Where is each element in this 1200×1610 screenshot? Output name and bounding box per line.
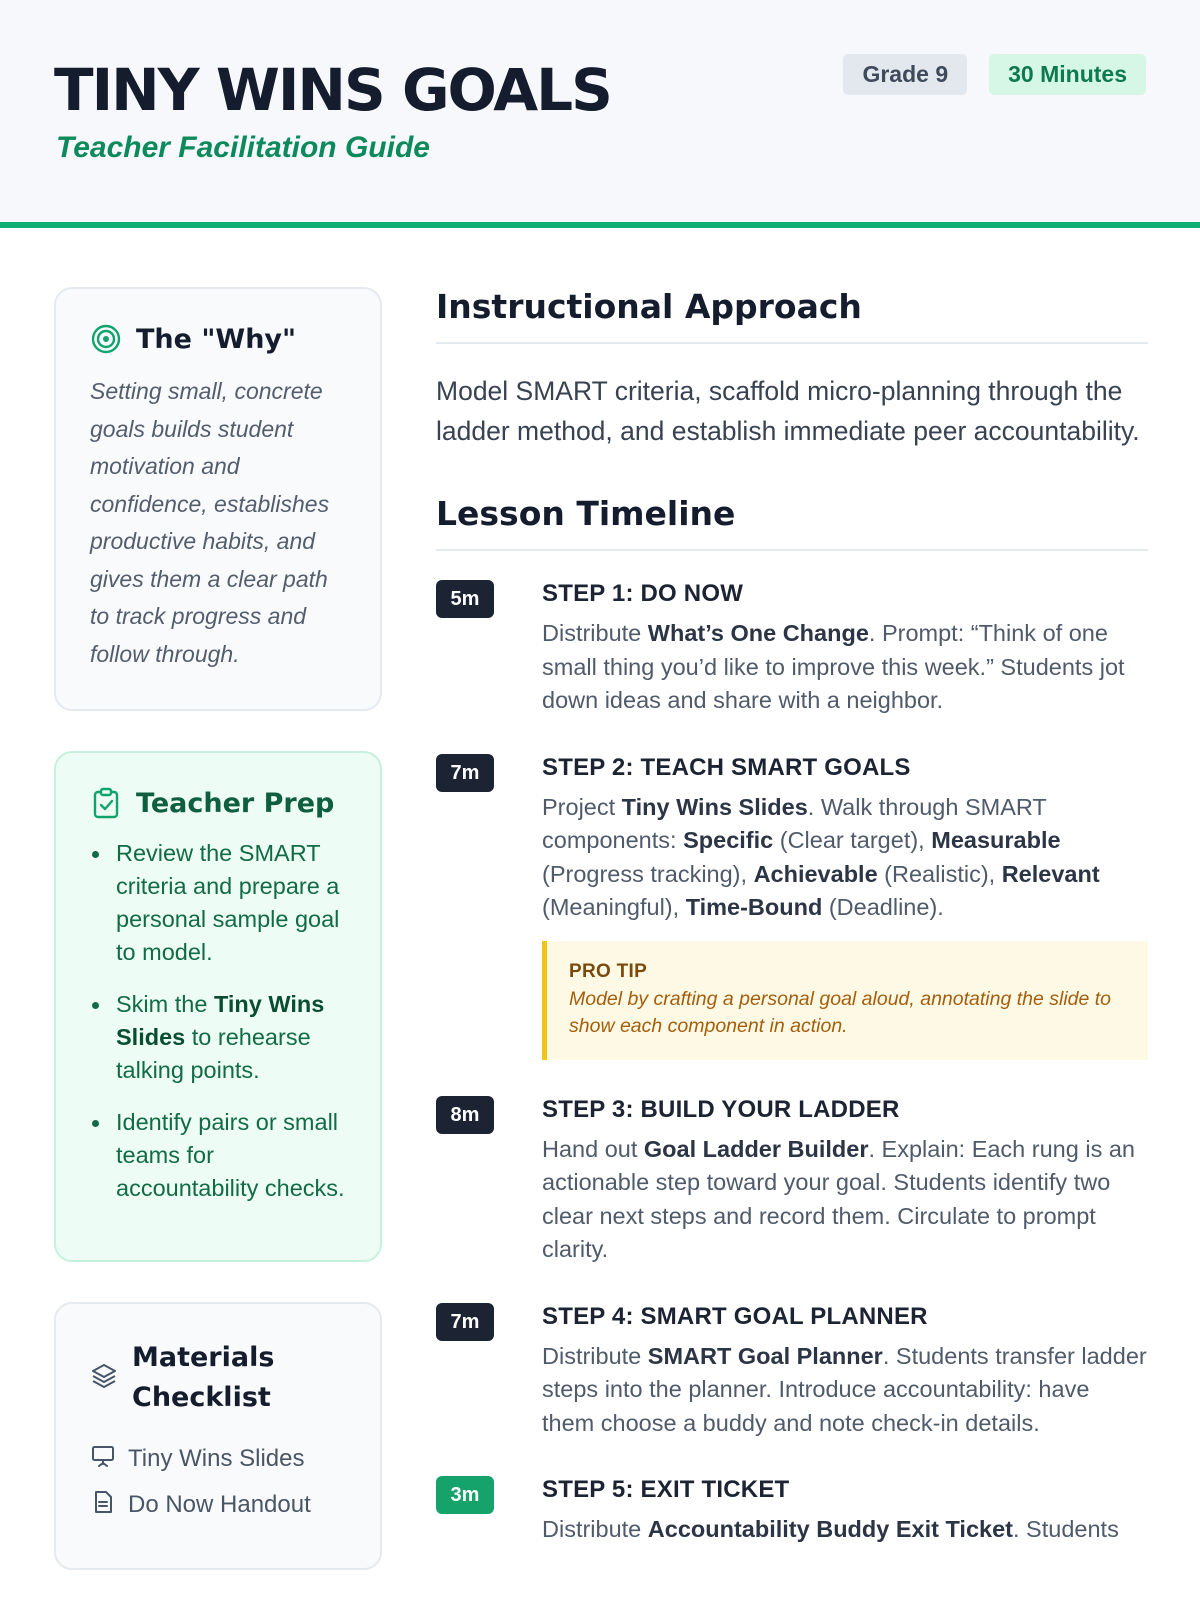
timeline-step: [436, 1475, 1148, 1547]
step-title: STEP 1: DO NOW: [542, 580, 744, 607]
step-duration-badge: 7m: [436, 754, 494, 792]
timeline-steps: [436, 579, 1148, 1547]
step-description: Project Tiny Wins Slides. Walk through SMART components: Specific (Clear target), Measurable (Progress tracking), Achievable (Realistic), Relevant (Meaningful), Time-Bound (Deadline).: [542, 793, 1100, 920]
step-description: Hand out Goal Ladder Builder. Explain: Each rung is an actionable step toward your goal. Students identify two clear next steps and record them. Circulate to prompt clarity.: [542, 1135, 1135, 1262]
duration-badge: 30 Minutes: [989, 54, 1146, 95]
step-title: STEP 5: EXIT TICKET: [542, 1476, 790, 1503]
header-badges: [843, 54, 1146, 95]
presentation-icon: [90, 1443, 116, 1476]
prep-list: [90, 837, 346, 1205]
step-body: [542, 753, 1148, 1060]
material-item[interactable]: [90, 1436, 346, 1482]
page-title: TINY WINS GOALS: [54, 56, 611, 124]
step-duration-badge: 7m: [436, 1303, 494, 1341]
timeline-step: [436, 753, 1148, 1060]
layers-icon: [90, 1362, 118, 1395]
step-body: [542, 1095, 1148, 1267]
main-content: [436, 287, 1148, 1582]
why-card: [54, 287, 382, 711]
step-body: [542, 1302, 1148, 1441]
timeline-step: [436, 1095, 1148, 1267]
why-title: The "Why": [136, 323, 297, 355]
step-description: Distribute Accountability Buddy Exit Ticket. Students: [542, 1516, 1119, 1542]
material-item[interactable]: [90, 1482, 346, 1528]
pro-tip-callout: [542, 941, 1148, 1060]
prep-item: Review the SMART criteria and prepare a personal sample goal to model.: [90, 837, 346, 969]
prep-title: Teacher Prep: [136, 787, 335, 819]
materials-card-header: [90, 1338, 346, 1418]
target-icon: [90, 323, 122, 355]
pro-tip-text: Model by crafting a personal goal aloud, annotating the slide to show each component in action.: [569, 987, 1112, 1037]
timeline-heading: Lesson Timeline: [436, 494, 1148, 551]
step-title: STEP 3: BUILD YOUR LADDER: [542, 1095, 900, 1123]
sidebar: [54, 287, 382, 1610]
timeline-step: [436, 579, 1148, 718]
pro-tip-label: PRO TIP: [569, 960, 648, 982]
materials-card: [54, 1302, 382, 1570]
materials-title: Materials Checklist: [132, 1342, 275, 1413]
timeline-step: [436, 1302, 1148, 1441]
approach-text: Model SMART criteria, scaffold micro-planning through the ladder method, and establish immediate peer accountability.: [436, 376, 1140, 446]
page-header: [0, 0, 1200, 228]
step-duration-badge: 5m: [436, 580, 494, 618]
material-label: Do Now Handout: [128, 1491, 311, 1518]
step-duration-badge: 8m: [436, 1096, 494, 1134]
approach-heading: Instructional Approach: [436, 287, 1148, 344]
step-title: STEP 4: SMART GOAL PLANNER: [542, 1302, 928, 1330]
step-description: Distribute SMART Goal Planner. Students transfer ladder steps into the planner. Introduce accountability: have them choose a buddy and note check-in details.: [542, 1342, 1147, 1436]
why-card-header: [90, 323, 346, 355]
document-icon: [90, 1489, 116, 1522]
clipboard-check-icon: [90, 787, 122, 819]
prep-item: Skim the Tiny Wins Slides to rehearse talking points.: [90, 988, 346, 1087]
page-subtitle: Teacher Facilitation Guide: [56, 131, 430, 164]
step-duration-badge: 3m: [436, 1476, 494, 1514]
prep-item: Identify pairs or small teams for accountability checks.: [90, 1106, 346, 1205]
teacher-prep-card: [54, 751, 382, 1262]
grade-badge: Grade 9: [843, 54, 967, 95]
why-text: Setting small, concrete goals builds student motivation and confidence, establishes productive habits, and gives them a clear path to track progress and follow through.: [90, 378, 330, 667]
material-label: Tiny Wins Slides: [128, 1445, 305, 1472]
step-body: [542, 579, 1148, 718]
step-title: STEP 2: TEACH SMART GOALS: [542, 753, 911, 781]
step-body: [542, 1475, 1148, 1547]
prep-card-header: [90, 787, 346, 819]
step-description: Distribute What’s One Change. Prompt: “Think of one small thing you’d like to improve this week.” Students jot down ideas and share with a neighbor.: [542, 620, 1125, 713]
